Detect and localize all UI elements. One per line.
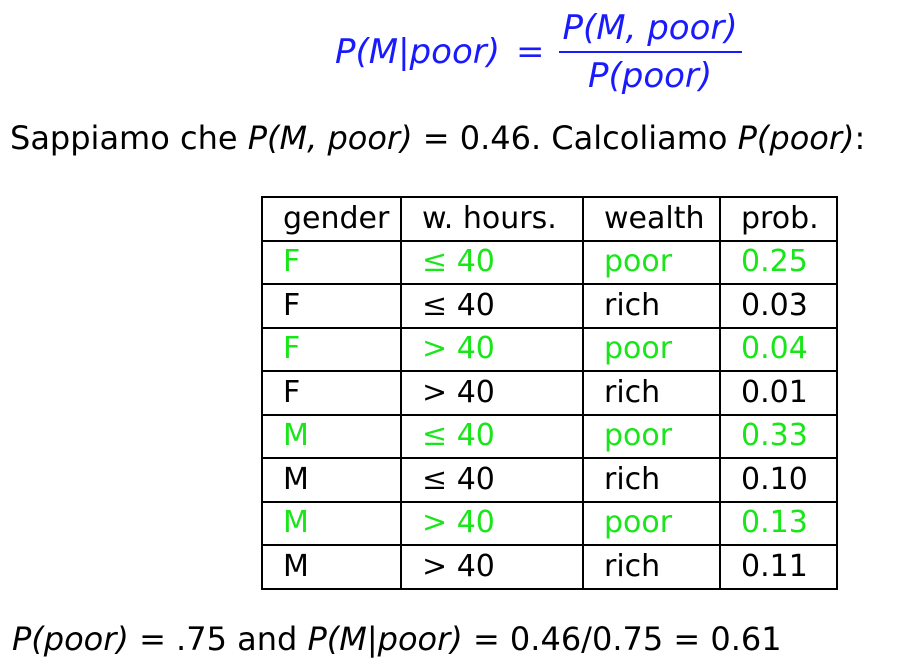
table-row (262, 328, 837, 372)
sentence-joint: P(M, poor) (247, 119, 413, 157)
hours-value: 40 (456, 461, 495, 497)
hours-operator: ≤ (422, 287, 448, 323)
sentence-middle: = 0.46. Calcoliamo (412, 119, 738, 157)
cell-wealth (583, 284, 720, 328)
cell-prob (720, 328, 837, 372)
cell-prob (720, 458, 837, 502)
cell-wealth (583, 545, 720, 589)
wealth-value: poor (604, 505, 673, 541)
formula-lhs: P(M|poor) (335, 32, 500, 72)
cell-prob (720, 284, 837, 328)
cell-gender (262, 241, 401, 285)
cell-hours (401, 502, 583, 546)
cell-hours (401, 241, 583, 285)
wealth-value: rich (604, 461, 661, 497)
cell-prob (720, 545, 837, 589)
cell-prob (720, 371, 837, 415)
prob-value: 0.13 (741, 505, 808, 541)
gender-value: M (283, 505, 309, 541)
cell-gender (262, 284, 401, 328)
formula-numerator: P(M, poor) (562, 8, 738, 48)
hours-value: 40 (456, 287, 495, 323)
cell-hours (401, 415, 583, 459)
hours-operator: > (422, 505, 448, 541)
table-row (262, 241, 837, 285)
cell-wealth (583, 458, 720, 502)
header-wealth: wealth (583, 197, 720, 241)
sentence-prefix: Sappiamo che (10, 119, 248, 157)
prob-value: 0.25 (741, 244, 808, 280)
table-row (262, 458, 837, 502)
gender-value: M (283, 548, 309, 584)
cell-wealth (583, 415, 720, 459)
hours-value: 40 (456, 548, 495, 584)
result-cond: P(M|poor) (307, 620, 463, 658)
hours-operator: ≤ (422, 418, 448, 454)
cell-gender (262, 502, 401, 546)
cell-gender (262, 458, 401, 502)
cell-prob (720, 241, 837, 285)
cell-gender (262, 328, 401, 372)
table-row (262, 371, 837, 415)
intro-sentence (10, 116, 865, 160)
hours-operator: > (422, 374, 448, 410)
conditional-probability-formula (335, 4, 742, 100)
result-mid: = .75 and (128, 620, 308, 658)
gender-value: F (283, 331, 301, 367)
gender-value: F (283, 244, 301, 280)
hours-operator: ≤ (422, 244, 448, 280)
header-hours: w. hours. (401, 197, 583, 241)
cell-prob (720, 502, 837, 546)
formula-equals: = (516, 32, 545, 72)
cell-gender (262, 415, 401, 459)
table-row (262, 545, 837, 589)
table-row (262, 284, 837, 328)
result-line (12, 616, 782, 662)
cell-wealth (583, 328, 720, 372)
wealth-value: poor (604, 331, 673, 367)
formula-fraction (559, 7, 742, 97)
cell-hours (401, 371, 583, 415)
wealth-value: poor (604, 244, 673, 280)
prob-value: 0.03 (741, 287, 808, 323)
table-row (262, 502, 837, 546)
wealth-value: rich (604, 374, 661, 410)
cell-gender (262, 545, 401, 589)
hours-value: 40 (456, 374, 495, 410)
prob-value: 0.11 (741, 548, 808, 584)
header-gender: gender (262, 197, 401, 241)
result-lhs: P(poor) (12, 620, 129, 658)
sentence-suffix: : (854, 119, 866, 157)
prob-value: 0.33 (741, 418, 808, 454)
wealth-value: rich (604, 548, 661, 584)
cell-prob (720, 415, 837, 459)
hours-operator: > (422, 331, 448, 367)
cell-hours (401, 284, 583, 328)
hours-operator: > (422, 548, 448, 584)
gender-value: M (283, 461, 309, 497)
cell-hours (401, 328, 583, 372)
hours-value: 40 (456, 331, 495, 367)
cell-hours (401, 458, 583, 502)
gender-value: F (283, 374, 301, 410)
prob-value: 0.10 (741, 461, 808, 497)
sentence-marginal: P(poor) (737, 119, 855, 157)
probability-table (261, 196, 838, 590)
table-header-row (262, 197, 837, 241)
cell-wealth (583, 502, 720, 546)
hours-value: 40 (456, 418, 495, 454)
hours-value: 40 (456, 505, 495, 541)
wealth-value: poor (604, 418, 673, 454)
wealth-value: rich (604, 287, 661, 323)
hours-value: 40 (456, 244, 495, 280)
hours-operator: ≤ (422, 461, 448, 497)
cell-wealth (583, 241, 720, 285)
cell-gender (262, 371, 401, 415)
cell-hours (401, 545, 583, 589)
result-rhs: = 0.46/0.75 = 0.61 (462, 620, 782, 658)
header-prob: prob. (720, 197, 837, 241)
table-row (262, 415, 837, 459)
gender-value: F (283, 287, 301, 323)
formula-denominator: P(poor) (587, 56, 713, 96)
cell-wealth (583, 371, 720, 415)
prob-value: 0.04 (741, 331, 808, 367)
prob-value: 0.01 (741, 374, 808, 410)
gender-value: M (283, 418, 309, 454)
